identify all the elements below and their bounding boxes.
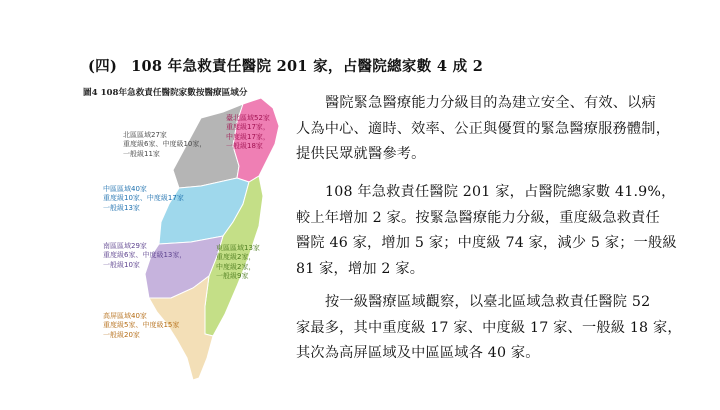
region-map-figure xyxy=(83,86,295,386)
paragraph-line: 108 年急救責任醫院 201 家，占醫院總家數 41.9%， xyxy=(325,184,676,200)
taipei-region-line2: 重度級17家， xyxy=(226,123,270,132)
central-region-line3: 一般級13家 xyxy=(103,203,140,212)
east-region-label xyxy=(216,244,260,282)
figure-caption: 圖4 108年急救責任醫院家數按醫療區域分 xyxy=(83,88,248,98)
paragraph-overview xyxy=(296,91,676,168)
paragraph-line: 81 家，增加 2 家。 xyxy=(296,260,425,277)
section-number: (四) xyxy=(88,58,118,75)
central-region-name: 中區區域40家 xyxy=(103,185,147,193)
east-region-line2: 重度級2家， xyxy=(216,253,256,262)
south-region-line3: 一般級10家 xyxy=(103,260,140,269)
north-region-label xyxy=(123,131,206,159)
central-region-line2: 重度級10家、中度級17家 xyxy=(103,194,184,203)
north-region-line2: 重度級6家、中度級10家， xyxy=(123,140,207,149)
north-region-name: 北區區域27家 xyxy=(123,131,167,139)
south-region-line2: 重度級6家、中度級13家， xyxy=(103,251,187,260)
paragraph-line: 人為中心、適時、效率、公正與優質的緊急醫療服務體制， xyxy=(296,120,671,137)
kaoping-region-label xyxy=(103,312,179,340)
kaoping-region-name: 高屏區域40家 xyxy=(103,312,147,320)
kaoping-region-line3: 一般級20家 xyxy=(103,330,140,339)
section-title: 108 年急救責任醫院 201 家，占醫院總家數 4 成 2 xyxy=(131,58,484,75)
paragraph-counts xyxy=(296,180,676,282)
east-region-line4: 一般級9家 xyxy=(216,272,249,281)
taipei-region-line3: 中度級17家， xyxy=(226,132,270,141)
south-region-name: 南區區域29家 xyxy=(103,242,147,250)
east-region-line3: 中度級2家， xyxy=(216,262,256,271)
paragraph-line: 醫院 46 家，增加 5 家；中度級 74 家，減少 5 家；一般級 xyxy=(296,235,677,251)
south-region-label xyxy=(103,242,186,270)
section-heading xyxy=(88,55,483,76)
east-region-name: 東區區域13家 xyxy=(216,244,260,252)
paragraph-line: 其次為高屏區域及中區區域各 40 家。 xyxy=(296,345,540,361)
paragraph-line: 醫院緊急醫療能力分級目的為建立安全、有效、以病 xyxy=(325,95,656,111)
taipei-region-line4: 一般級18家 xyxy=(226,142,263,151)
taipei-region-label xyxy=(226,114,270,152)
paragraph-line: 家最多，其中重度級 17 家、中度級 17 家、一般級 18 家， xyxy=(296,319,682,336)
paragraph-line: 較上年增加 2 家。按緊急醫療能力分級，重度級急救責任 xyxy=(296,209,660,226)
taipei-region-name: 臺北區域52家 xyxy=(226,114,270,122)
paragraph-regions xyxy=(296,290,682,367)
central-region-label xyxy=(103,185,184,213)
paragraph-line: 按一級醫療區域觀察，以臺北區域急救責任醫院 52 xyxy=(325,294,651,310)
north-region-line3: 一般級11家 xyxy=(123,149,160,158)
paragraph-line: 提供民眾就醫參考。 xyxy=(296,146,426,162)
kaoping-region-line2: 重度級5家、中度級15家 xyxy=(103,321,180,330)
